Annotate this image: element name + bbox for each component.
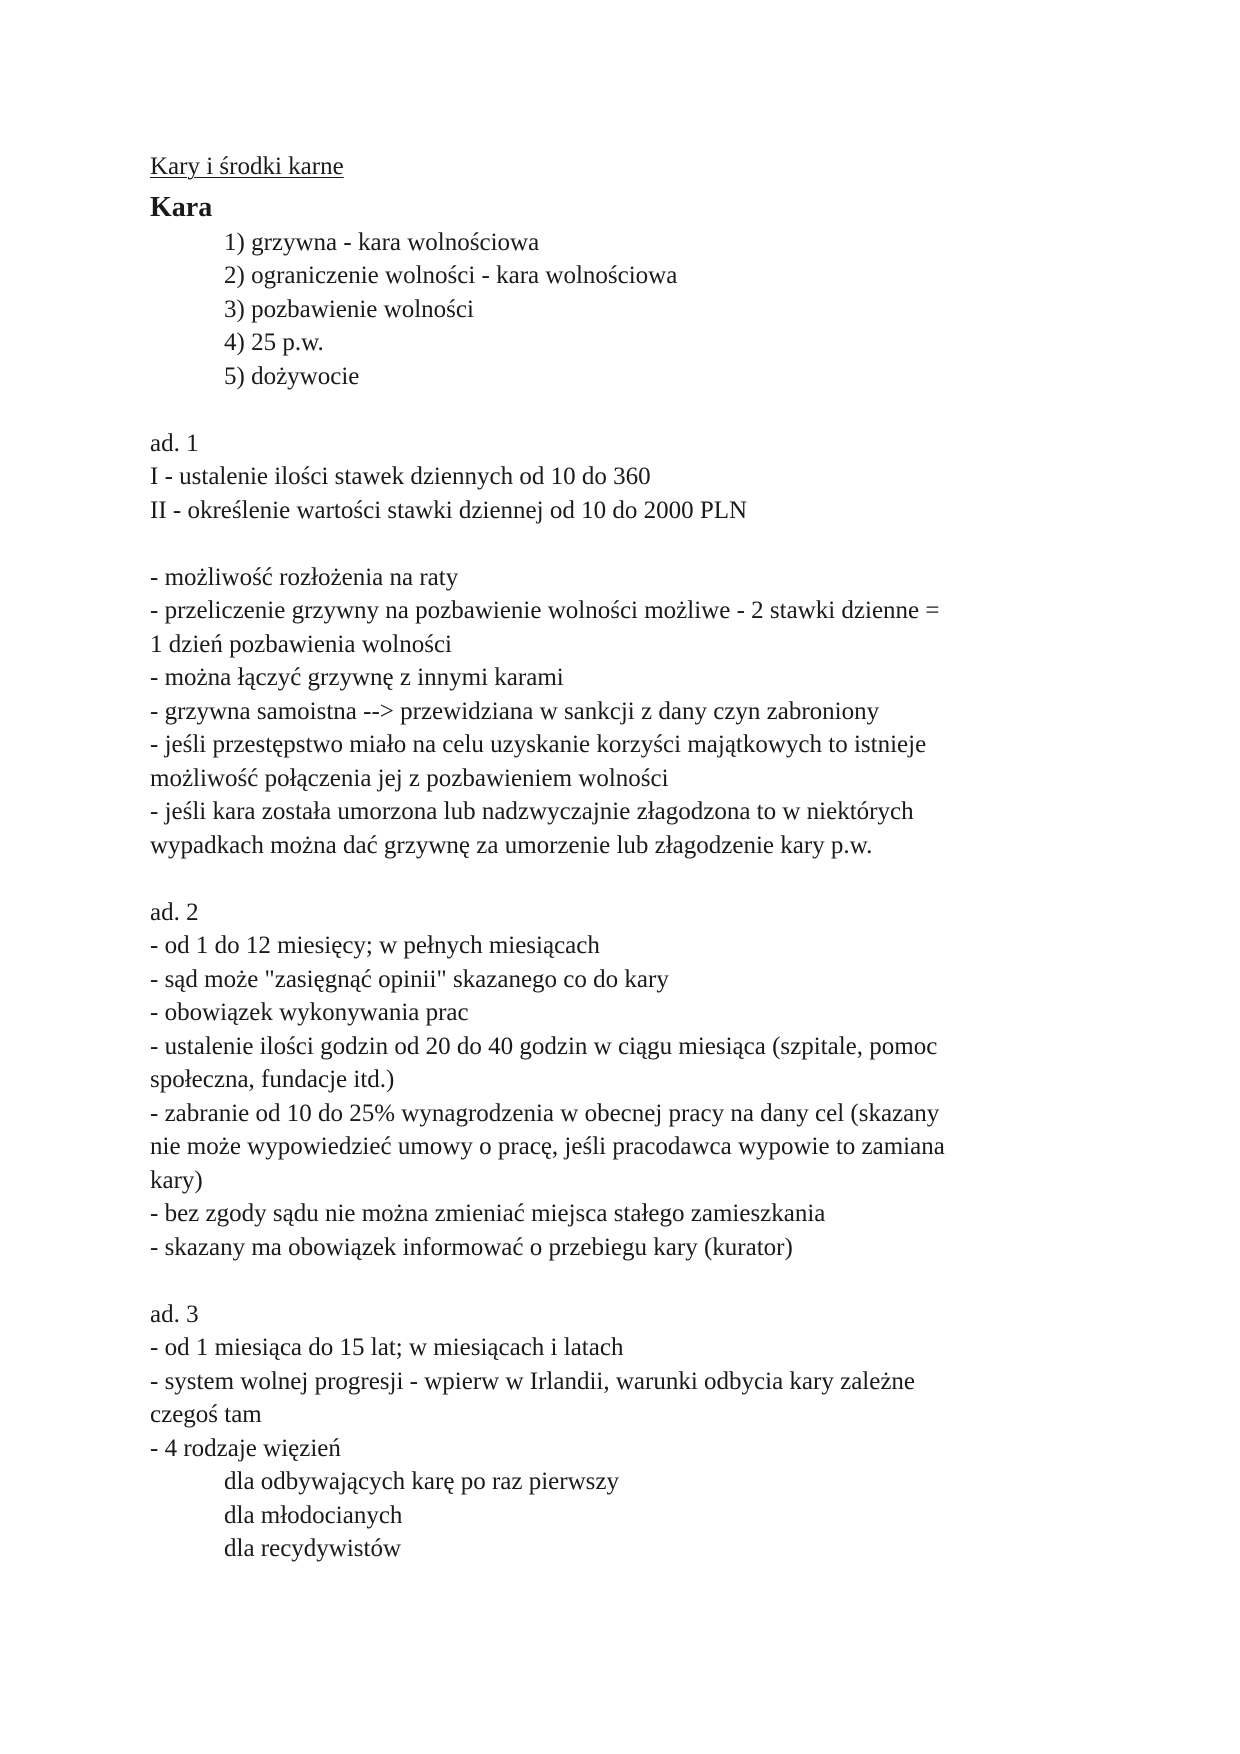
ad1-line: - można łączyć grzywnę z innymi karami bbox=[150, 664, 564, 691]
ad2-line: - ustalenie ilości godzin od 20 do 40 godzin w ciągu miesiąca (szpitale, pomoc bbox=[150, 1032, 938, 1060]
spacer bbox=[150, 1264, 1090, 1298]
ad2-line: nie może wypowiedzieć umowy o pracę, jeśli pracodawca wypowie to zamiana bbox=[150, 1133, 945, 1160]
ad1-line: - jeśli kara została umorzona lub nadzwyczajnie złagodzona to w niektórych bbox=[150, 798, 914, 825]
penalty-list bbox=[150, 226, 1090, 394]
ad1-heading: ad. 1 bbox=[150, 429, 199, 457]
ad3-heading: ad. 3 bbox=[150, 1300, 199, 1328]
spacer bbox=[150, 527, 1090, 561]
spacer bbox=[150, 393, 1090, 427]
ad2-line: - obowiązek wykonywania prac bbox=[150, 999, 469, 1026]
ad1-line: wypadkach można dać grzywnę za umorzenie lub złagodzenie kary p.w. bbox=[150, 831, 873, 859]
document-title: Kary i środki karne bbox=[150, 153, 344, 180]
penalty-item: 1) grzywna - kara wolnościowa bbox=[224, 228, 540, 256]
ad3-line: - system wolnej progresji - wpierw w Irlandii, warunki odbycia kary zależne bbox=[150, 1367, 916, 1395]
penalty-item: 3) pozbawienie wolności bbox=[224, 295, 474, 323]
section-ad2 bbox=[150, 896, 1090, 1265]
ad2-line: - sąd może "zasięgnąć opinii" skazanego co do kary bbox=[150, 965, 669, 993]
ad1-step: I - ustalenie ilości stawek dziennych od 10 do 360 bbox=[150, 463, 651, 490]
ad1-line: - możliwość rozłożenia na raty bbox=[150, 563, 459, 591]
ad3-line: czegoś tam bbox=[150, 1401, 262, 1428]
penalty-item: 2) ograniczenie wolności - kara wolnościowa bbox=[224, 262, 678, 289]
spacer bbox=[150, 862, 1090, 896]
prison-type-item: dla recydywistów bbox=[224, 1535, 402, 1562]
ad2-line: kary) bbox=[150, 1166, 203, 1194]
ad2-line: społeczna, fundacje itd.) bbox=[150, 1066, 395, 1093]
prison-type-item: dla młodocianych bbox=[224, 1501, 403, 1529]
ad1-line: - jeśli przestępstwo miało na celu uzyskanie korzyści majątkowych to istnieje bbox=[150, 731, 927, 758]
ad2-heading: ad. 2 bbox=[150, 898, 199, 926]
penalty-item: 5) dożywocie bbox=[224, 362, 360, 390]
ad1-line: - przeliczenie grzywny na pozbawienie wolności możliwe - 2 stawki dzienne = bbox=[150, 597, 940, 624]
ad1-line: możliwość połączenia jej z pozbawieniem wolności bbox=[150, 764, 669, 792]
ad2-line: - bez zgody sądu nie można zmieniać miejsca stałego zamieszkania bbox=[150, 1200, 826, 1227]
penalty-item: 4) 25 p.w. bbox=[224, 329, 324, 356]
ad2-line: - od 1 do 12 miesięcy; w pełnych miesiącach bbox=[150, 932, 600, 959]
ad3-line: - od 1 miesiąca do 15 lat; w miesiącach i latach bbox=[150, 1334, 624, 1361]
document-page bbox=[150, 150, 1090, 1566]
ad1-step: II - określenie wartości stawki dziennej od 10 do 2000 PLN bbox=[150, 496, 748, 524]
prison-type-item: dla odbywających karę po raz pierwszy bbox=[224, 1468, 619, 1495]
section-ad3 bbox=[150, 1298, 1090, 1566]
ad2-line: - zabranie od 10 do 25% wynagrodzenia w obecnej pracy na dany cel (skazany bbox=[150, 1099, 940, 1127]
section-heading-kara: Kara bbox=[150, 191, 213, 223]
section-ad1 bbox=[150, 427, 1090, 863]
ad1-line: 1 dzień pozbawienia wolności bbox=[150, 630, 452, 658]
ad3-line: - 4 rodzaje więzień bbox=[150, 1434, 341, 1462]
ad1-line: - grzywna samoistna --> przewidziana w sankcji z dany czyn zabroniony bbox=[150, 697, 880, 725]
ad2-line: - skazany ma obowiązek informować o przebiegu kary (kurator) bbox=[150, 1233, 793, 1261]
